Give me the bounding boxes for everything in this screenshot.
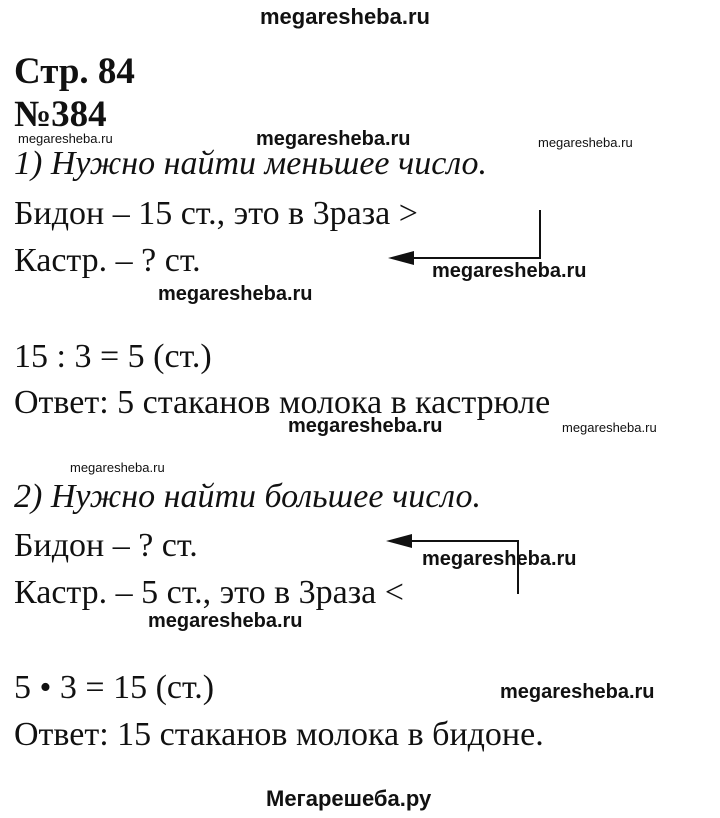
part2-line1: Бидон – ? ст. — [14, 527, 198, 564]
watermark: megaresheba.ru — [18, 131, 113, 146]
part2-calc: 5 • 3 = 15 (ст.) — [14, 669, 215, 706]
arrowhead-part2 — [386, 534, 412, 548]
part1-heading: 1) Нужно найти меньшее число. — [14, 145, 488, 182]
part2-heading: 2) Нужно найти большее число. — [14, 478, 482, 515]
watermark: megaresheba.ru — [158, 283, 313, 305]
part1-line1: Бидон – 15 ст., это в 3раза > — [14, 195, 418, 232]
arrow-part1 — [410, 210, 540, 258]
arrowhead-part1 — [388, 251, 414, 265]
part1-line2: Кастр. – ? ст. — [14, 242, 201, 279]
watermark: megaresheba.ru — [432, 260, 587, 282]
part1-calc: 15 : 3 = 5 (ст.) — [14, 338, 212, 375]
problem-number: №384 — [14, 94, 107, 135]
watermark: megaresheba.ru — [500, 681, 655, 703]
watermark: megaresheba.ru — [422, 548, 577, 570]
watermark: megaresheba.ru — [538, 135, 633, 150]
part2-answer: Ответ: 15 стаканов молока в бидоне. — [14, 716, 544, 753]
part2-line2: Кастр. – 5 ст., это в 3раза < — [14, 574, 404, 611]
watermark-bottom: Мегарешеба.ру — [266, 786, 432, 811]
watermark: megaresheba.ru — [70, 460, 165, 475]
part1-answer: Ответ: 5 стаканов молока в кастрюле — [14, 384, 551, 421]
watermark: megaresheba.ru — [148, 610, 303, 632]
watermark-top: megaresheba.ru — [260, 4, 430, 29]
arrow-part2 — [408, 541, 518, 594]
page-title: Стр. 84 — [14, 51, 135, 92]
watermark: megaresheba.ru — [562, 420, 657, 435]
watermark: megaresheba.ru — [256, 128, 411, 150]
watermark: megaresheba.ru — [288, 415, 443, 437]
